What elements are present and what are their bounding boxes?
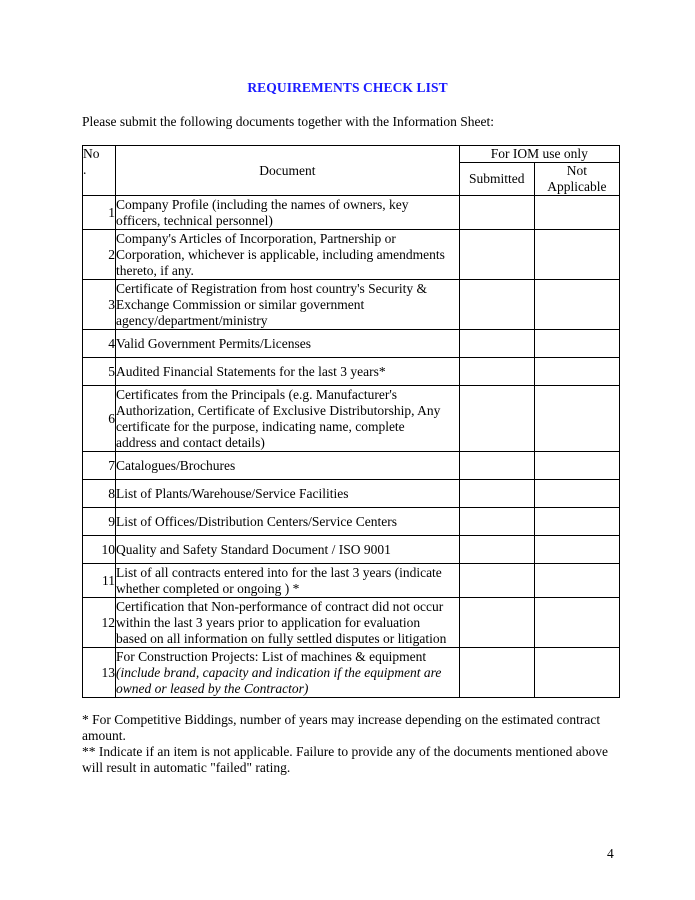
row-document (116, 508, 460, 536)
document-line-italic: (include brand, capacity and indication if the equipment are (116, 664, 442, 680)
header-document: Document (116, 146, 460, 196)
row-document (116, 564, 460, 598)
row-number: 12 (83, 598, 116, 648)
document-line: within the last 3 years prior to application for evaluation (116, 614, 421, 630)
document-line: Certificate of Registration from host country's Security & (116, 280, 428, 296)
row-document (116, 648, 460, 698)
document-line: Quality and Safety Standard Document / ISO 9001 (116, 541, 391, 557)
row-number: 11 (83, 564, 116, 598)
footnote-competitive-biddings: * For Competitive Biddings, number of years may increase depending on the estimated contract amount. (82, 712, 601, 743)
document-line: Certificates from the Principals (e.g. Manufacturer's (116, 386, 398, 402)
document-line: agency/department/ministry (116, 312, 268, 328)
row-number: 1 (83, 196, 116, 230)
document-line: officers, technical personnel) (116, 212, 273, 228)
header-not-applicable (534, 163, 619, 196)
table-row (83, 536, 620, 564)
document-line: Corporation, whichever is applicable, including amendments (116, 246, 445, 262)
requirements-table (82, 145, 620, 698)
document-line: Valid Government Permits/Licenses (116, 335, 312, 351)
row-document (116, 230, 460, 280)
document-line: Audited Financial Statements for the last 3 years* (116, 363, 386, 379)
document-line: For Construction Projects: List of machines & equipment (116, 648, 427, 664)
document-line: whether completed or ongoing ) * (116, 580, 300, 596)
page-title: REQUIREMENTS CHECK LIST (247, 80, 448, 95)
row-number: 2 (83, 230, 116, 280)
row-number: 8 (83, 480, 116, 508)
row-number: 4 (83, 330, 116, 358)
table-row (83, 330, 620, 358)
row-document (116, 330, 460, 358)
intro-text: Please submit the following documents together with the Information Sheet: (82, 114, 495, 129)
document-line: List of Plants/Warehouse/Service Facilities (116, 485, 349, 501)
table-row (83, 452, 620, 480)
row-document (116, 386, 460, 452)
submitted-cell[interactable] (459, 196, 534, 230)
submitted-cell[interactable] (459, 386, 534, 452)
document-line: Catalogues/Brochures (116, 457, 236, 473)
not-applicable-cell[interactable] (534, 536, 619, 564)
submitted-cell[interactable] (459, 452, 534, 480)
table-row (83, 480, 620, 508)
header-iom-use-only: For IOM use only (459, 146, 619, 163)
table-row (83, 648, 620, 698)
not-applicable-cell[interactable] (534, 330, 619, 358)
page-number: 4 (607, 846, 614, 861)
submitted-cell[interactable] (459, 280, 534, 330)
header-submitted: Submitted (459, 163, 534, 196)
row-document (116, 280, 460, 330)
row-document (116, 598, 460, 648)
submitted-cell[interactable] (459, 508, 534, 536)
submitted-cell[interactable] (459, 648, 534, 698)
row-number: 10 (83, 536, 116, 564)
row-number: 5 (83, 358, 116, 386)
not-applicable-cell[interactable] (534, 564, 619, 598)
not-applicable-cell[interactable] (534, 598, 619, 648)
not-applicable-cell[interactable] (534, 508, 619, 536)
not-applicable-cell[interactable] (534, 230, 619, 280)
document-line-italic: owned or leased by the Contractor) (116, 680, 309, 696)
table-row (83, 196, 620, 230)
table-row (83, 280, 620, 330)
row-document (116, 536, 460, 564)
not-applicable-cell[interactable] (534, 386, 619, 452)
document-line: Authorization, Certificate of Exclusive Distributorship, Any (116, 402, 441, 418)
row-number: 9 (83, 508, 116, 536)
not-applicable-cell[interactable] (534, 358, 619, 386)
row-number: 7 (83, 452, 116, 480)
header-not-applicable-line1: Not (566, 163, 588, 178)
row-document (116, 196, 460, 230)
row-number: 6 (83, 386, 116, 452)
document-line: certificate for the purpose, indicating name, complete (116, 418, 405, 434)
row-number: 3 (83, 280, 116, 330)
document-line: List of all contracts entered into for the last 3 years (indicate (116, 564, 442, 580)
not-applicable-cell[interactable] (534, 196, 619, 230)
document-line: Company's Articles of Incorporation, Partnership or (116, 230, 396, 246)
row-document (116, 452, 460, 480)
not-applicable-cell[interactable] (534, 452, 619, 480)
document-line: Certification that Non-performance of contract did not occur (116, 598, 444, 614)
footnote-not-applicable: ** Indicate if an item is not applicable. Failure to provide any of the documents mentioned above will result in automatic "failed" rating. (82, 744, 608, 775)
row-document (116, 358, 460, 386)
header-no (83, 146, 116, 196)
document-line: thereto, if any. (116, 262, 194, 278)
not-applicable-cell[interactable] (534, 648, 619, 698)
row-document (116, 480, 460, 508)
submitted-cell[interactable] (459, 480, 534, 508)
table-row (83, 358, 620, 386)
header-no-dot: . (83, 162, 87, 177)
header-no-label: No (83, 146, 100, 161)
table-row (83, 386, 620, 452)
document-line: address and contact details) (116, 434, 265, 450)
footnotes (82, 712, 622, 776)
table-row (83, 598, 620, 648)
submitted-cell[interactable] (459, 230, 534, 280)
table-row (83, 230, 620, 280)
document-line: Company Profile (including the names of owners, key (116, 196, 409, 212)
table-row (83, 508, 620, 536)
table-row (83, 564, 620, 598)
submitted-cell[interactable] (459, 564, 534, 598)
submitted-cell[interactable] (459, 536, 534, 564)
submitted-cell[interactable] (459, 330, 534, 358)
document-line: Exchange Commission or similar government (116, 296, 365, 312)
submitted-cell[interactable] (459, 598, 534, 648)
not-applicable-cell[interactable] (534, 480, 619, 508)
not-applicable-cell[interactable] (534, 280, 619, 330)
row-number: 13 (83, 648, 116, 698)
submitted-cell[interactable] (459, 358, 534, 386)
document-line: List of Offices/Distribution Centers/Service Centers (116, 513, 397, 529)
document-line: based on all information on fully settled disputes or litigation (116, 630, 447, 646)
header-not-applicable-line2: Applicable (547, 179, 607, 194)
requirements-rows (83, 196, 620, 698)
